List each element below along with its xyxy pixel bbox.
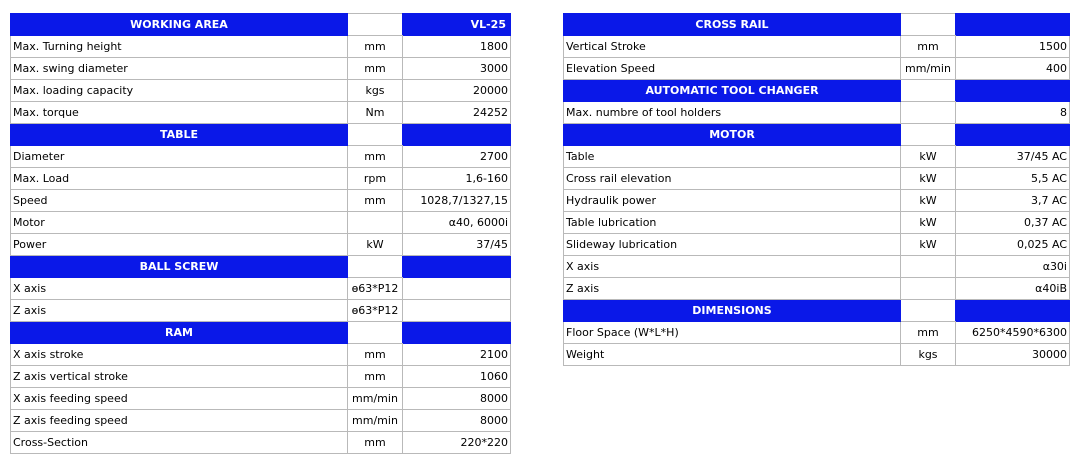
spec-name-cell: Z axis <box>11 300 348 322</box>
section-header-unit-cell <box>901 80 956 102</box>
spec-value-cell: 20000 <box>403 80 511 102</box>
table-row <box>11 58 511 80</box>
right-table-body <box>564 14 1070 366</box>
spec-value-cell: 0,025 AC <box>956 234 1070 256</box>
spec-value-cell: 1800 <box>403 36 511 58</box>
spec-value-cell: 8000 <box>403 388 511 410</box>
section-header-table <box>11 124 511 146</box>
spec-name-cell: Max. torque <box>11 102 348 124</box>
section-header-unit-cell <box>348 256 403 278</box>
spec-name-cell: Z axis vertical stroke <box>11 366 348 388</box>
spec-value-cell: 1060 <box>403 366 511 388</box>
spec-unit-cell: mm <box>348 344 403 366</box>
section-header-value: VL-25 <box>403 14 511 36</box>
table-row <box>11 102 511 124</box>
section-header-value <box>403 256 511 278</box>
section-header-dimensions <box>564 300 1070 322</box>
table-row <box>11 432 511 454</box>
table-row <box>11 388 511 410</box>
spec-unit-cell: kW <box>901 146 956 168</box>
section-title: MOTOR <box>564 124 901 146</box>
section-header-unit-cell <box>901 300 956 322</box>
spec-unit-cell <box>901 102 956 124</box>
spec-name-cell: Max. Turning height <box>11 36 348 58</box>
spec-unit-cell: mm <box>348 432 403 454</box>
spec-name-cell: Diameter <box>11 146 348 168</box>
spec-unit-cell: kW <box>348 234 403 256</box>
spec-unit-cell: kW <box>901 212 956 234</box>
table-row <box>11 212 511 234</box>
spec-name-cell: Hydraulik power <box>564 190 901 212</box>
spec-name-cell: Table lubrication <box>564 212 901 234</box>
table-row <box>11 300 511 322</box>
spec-name-cell: X axis stroke <box>11 344 348 366</box>
table-row <box>11 190 511 212</box>
table-row <box>11 234 511 256</box>
section-header-ram <box>11 322 511 344</box>
spec-name-cell: Cross rail elevation <box>564 168 901 190</box>
spec-value-cell <box>403 300 511 322</box>
table-row <box>11 278 511 300</box>
table-row <box>564 168 1070 190</box>
spec-unit-cell: Nm <box>348 102 403 124</box>
table-row <box>564 234 1070 256</box>
section-header-working-area <box>11 14 511 36</box>
spec-value-cell <box>403 278 511 300</box>
spec-value-cell: α40, 6000i <box>403 212 511 234</box>
table-row <box>564 322 1070 344</box>
section-header-motor <box>564 124 1070 146</box>
spec-unit-cell: mm <box>348 366 403 388</box>
table-row <box>11 410 511 432</box>
spec-unit-cell: mm <box>348 190 403 212</box>
spec-value-cell: 6250*4590*6300 <box>956 322 1070 344</box>
spec-value-cell: 1028,7/1327,15 <box>403 190 511 212</box>
spec-unit-cell: ѳ63*P12 <box>348 300 403 322</box>
table-row <box>11 80 511 102</box>
section-header-value <box>956 80 1070 102</box>
spec-unit-cell: kW <box>901 234 956 256</box>
table-row <box>11 168 511 190</box>
spec-name-cell: X axis feeding speed <box>11 388 348 410</box>
section-header-automatic-tool-changer <box>564 80 1070 102</box>
table-row <box>11 36 511 58</box>
working-area-spec-table <box>10 13 511 454</box>
left-table-body <box>11 14 511 454</box>
section-title: DIMENSIONS <box>564 300 901 322</box>
section-title: CROSS RAIL <box>564 14 901 36</box>
table-row <box>11 344 511 366</box>
spec-value-cell: 2100 <box>403 344 511 366</box>
table-row <box>11 366 511 388</box>
table-row <box>11 146 511 168</box>
table-row <box>564 256 1070 278</box>
cross-rail-spec-table <box>563 13 1070 366</box>
spec-unit-cell: mm <box>348 58 403 80</box>
spec-unit-cell: kW <box>901 190 956 212</box>
section-header-unit-cell <box>348 14 403 36</box>
table-row <box>564 146 1070 168</box>
spec-value-cell: 2700 <box>403 146 511 168</box>
spec-value-cell: 37/45 AC <box>956 146 1070 168</box>
spec-name-cell: Vertical Stroke <box>564 36 901 58</box>
spec-name-cell: Speed <box>11 190 348 212</box>
spec-name-cell: Max. swing diameter <box>11 58 348 80</box>
spec-value-cell: 5,5 AC <box>956 168 1070 190</box>
spec-value-cell: 8 <box>956 102 1070 124</box>
spec-value-cell: 1,6-160 <box>403 168 511 190</box>
spec-unit-cell: kW <box>901 168 956 190</box>
spec-unit-cell: mm <box>901 322 956 344</box>
spec-name-cell: Max. loading capacity <box>11 80 348 102</box>
spec-unit-cell: mm/min <box>348 410 403 432</box>
spec-unit-cell: kgs <box>901 344 956 366</box>
section-header-unit-cell <box>348 124 403 146</box>
spec-unit-cell: kgs <box>348 80 403 102</box>
spec-name-cell: X axis <box>11 278 348 300</box>
spec-name-cell: Max. numbre of tool holders <box>564 102 901 124</box>
spec-unit-cell: ѳ63*P12 <box>348 278 403 300</box>
table-row <box>564 102 1070 124</box>
section-header-value <box>956 14 1070 36</box>
table-row <box>564 190 1070 212</box>
spec-value-cell: α40iB <box>956 278 1070 300</box>
section-header-unit-cell <box>348 322 403 344</box>
section-title: TABLE <box>11 124 348 146</box>
spec-name-cell: Z axis feeding speed <box>11 410 348 432</box>
spec-name-cell: Weight <box>564 344 901 366</box>
section-header-cross-rail <box>564 14 1070 36</box>
table-row <box>564 212 1070 234</box>
spec-name-cell: Power <box>11 234 348 256</box>
spec-value-cell: 3,7 AC <box>956 190 1070 212</box>
spec-name-cell: Cross-Section <box>11 432 348 454</box>
spec-name-cell: Table <box>564 146 901 168</box>
spec-name-cell: Motor <box>11 212 348 234</box>
spec-value-cell: 3000 <box>403 58 511 80</box>
spec-unit-cell <box>901 278 956 300</box>
spec-value-cell: 37/45 <box>403 234 511 256</box>
section-title: AUTOMATIC TOOL CHANGER <box>564 80 901 102</box>
table-row <box>564 36 1070 58</box>
spec-value-cell: 400 <box>956 58 1070 80</box>
section-header-value <box>403 322 511 344</box>
spec-unit-cell <box>348 212 403 234</box>
section-header-unit-cell <box>901 124 956 146</box>
spec-name-cell: Elevation Speed <box>564 58 901 80</box>
spec-unit-cell: mm/min <box>348 388 403 410</box>
section-title: WORKING AREA <box>11 14 348 36</box>
section-header-value <box>403 124 511 146</box>
section-header-value <box>956 300 1070 322</box>
spec-value-cell: 0,37 AC <box>956 212 1070 234</box>
spec-value-cell: 24252 <box>403 102 511 124</box>
spec-name-cell: X axis <box>564 256 901 278</box>
section-header-unit-cell <box>901 14 956 36</box>
spec-unit-cell <box>901 256 956 278</box>
spec-name-cell: Z axis <box>564 278 901 300</box>
section-header-value <box>956 124 1070 146</box>
spec-name-cell: Max. Load <box>11 168 348 190</box>
section-title: BALL SCREW <box>11 256 348 278</box>
spec-value-cell: 1500 <box>956 36 1070 58</box>
spec-name-cell: Slideway lubrication <box>564 234 901 256</box>
table-row <box>564 278 1070 300</box>
spec-value-cell: 220*220 <box>403 432 511 454</box>
spec-value-cell: 8000 <box>403 410 511 432</box>
table-row <box>564 58 1070 80</box>
spec-value-cell: 30000 <box>956 344 1070 366</box>
spec-unit-cell: rpm <box>348 168 403 190</box>
spec-value-cell: α30i <box>956 256 1070 278</box>
section-title: RAM <box>11 322 348 344</box>
section-header-ball-screw <box>11 256 511 278</box>
spec-name-cell: Floor Space (W*L*H) <box>564 322 901 344</box>
spec-unit-cell: mm <box>348 36 403 58</box>
spec-unit-cell: mm <box>901 36 956 58</box>
table-row <box>564 344 1070 366</box>
spec-unit-cell: mm <box>348 146 403 168</box>
spec-unit-cell: mm/min <box>901 58 956 80</box>
